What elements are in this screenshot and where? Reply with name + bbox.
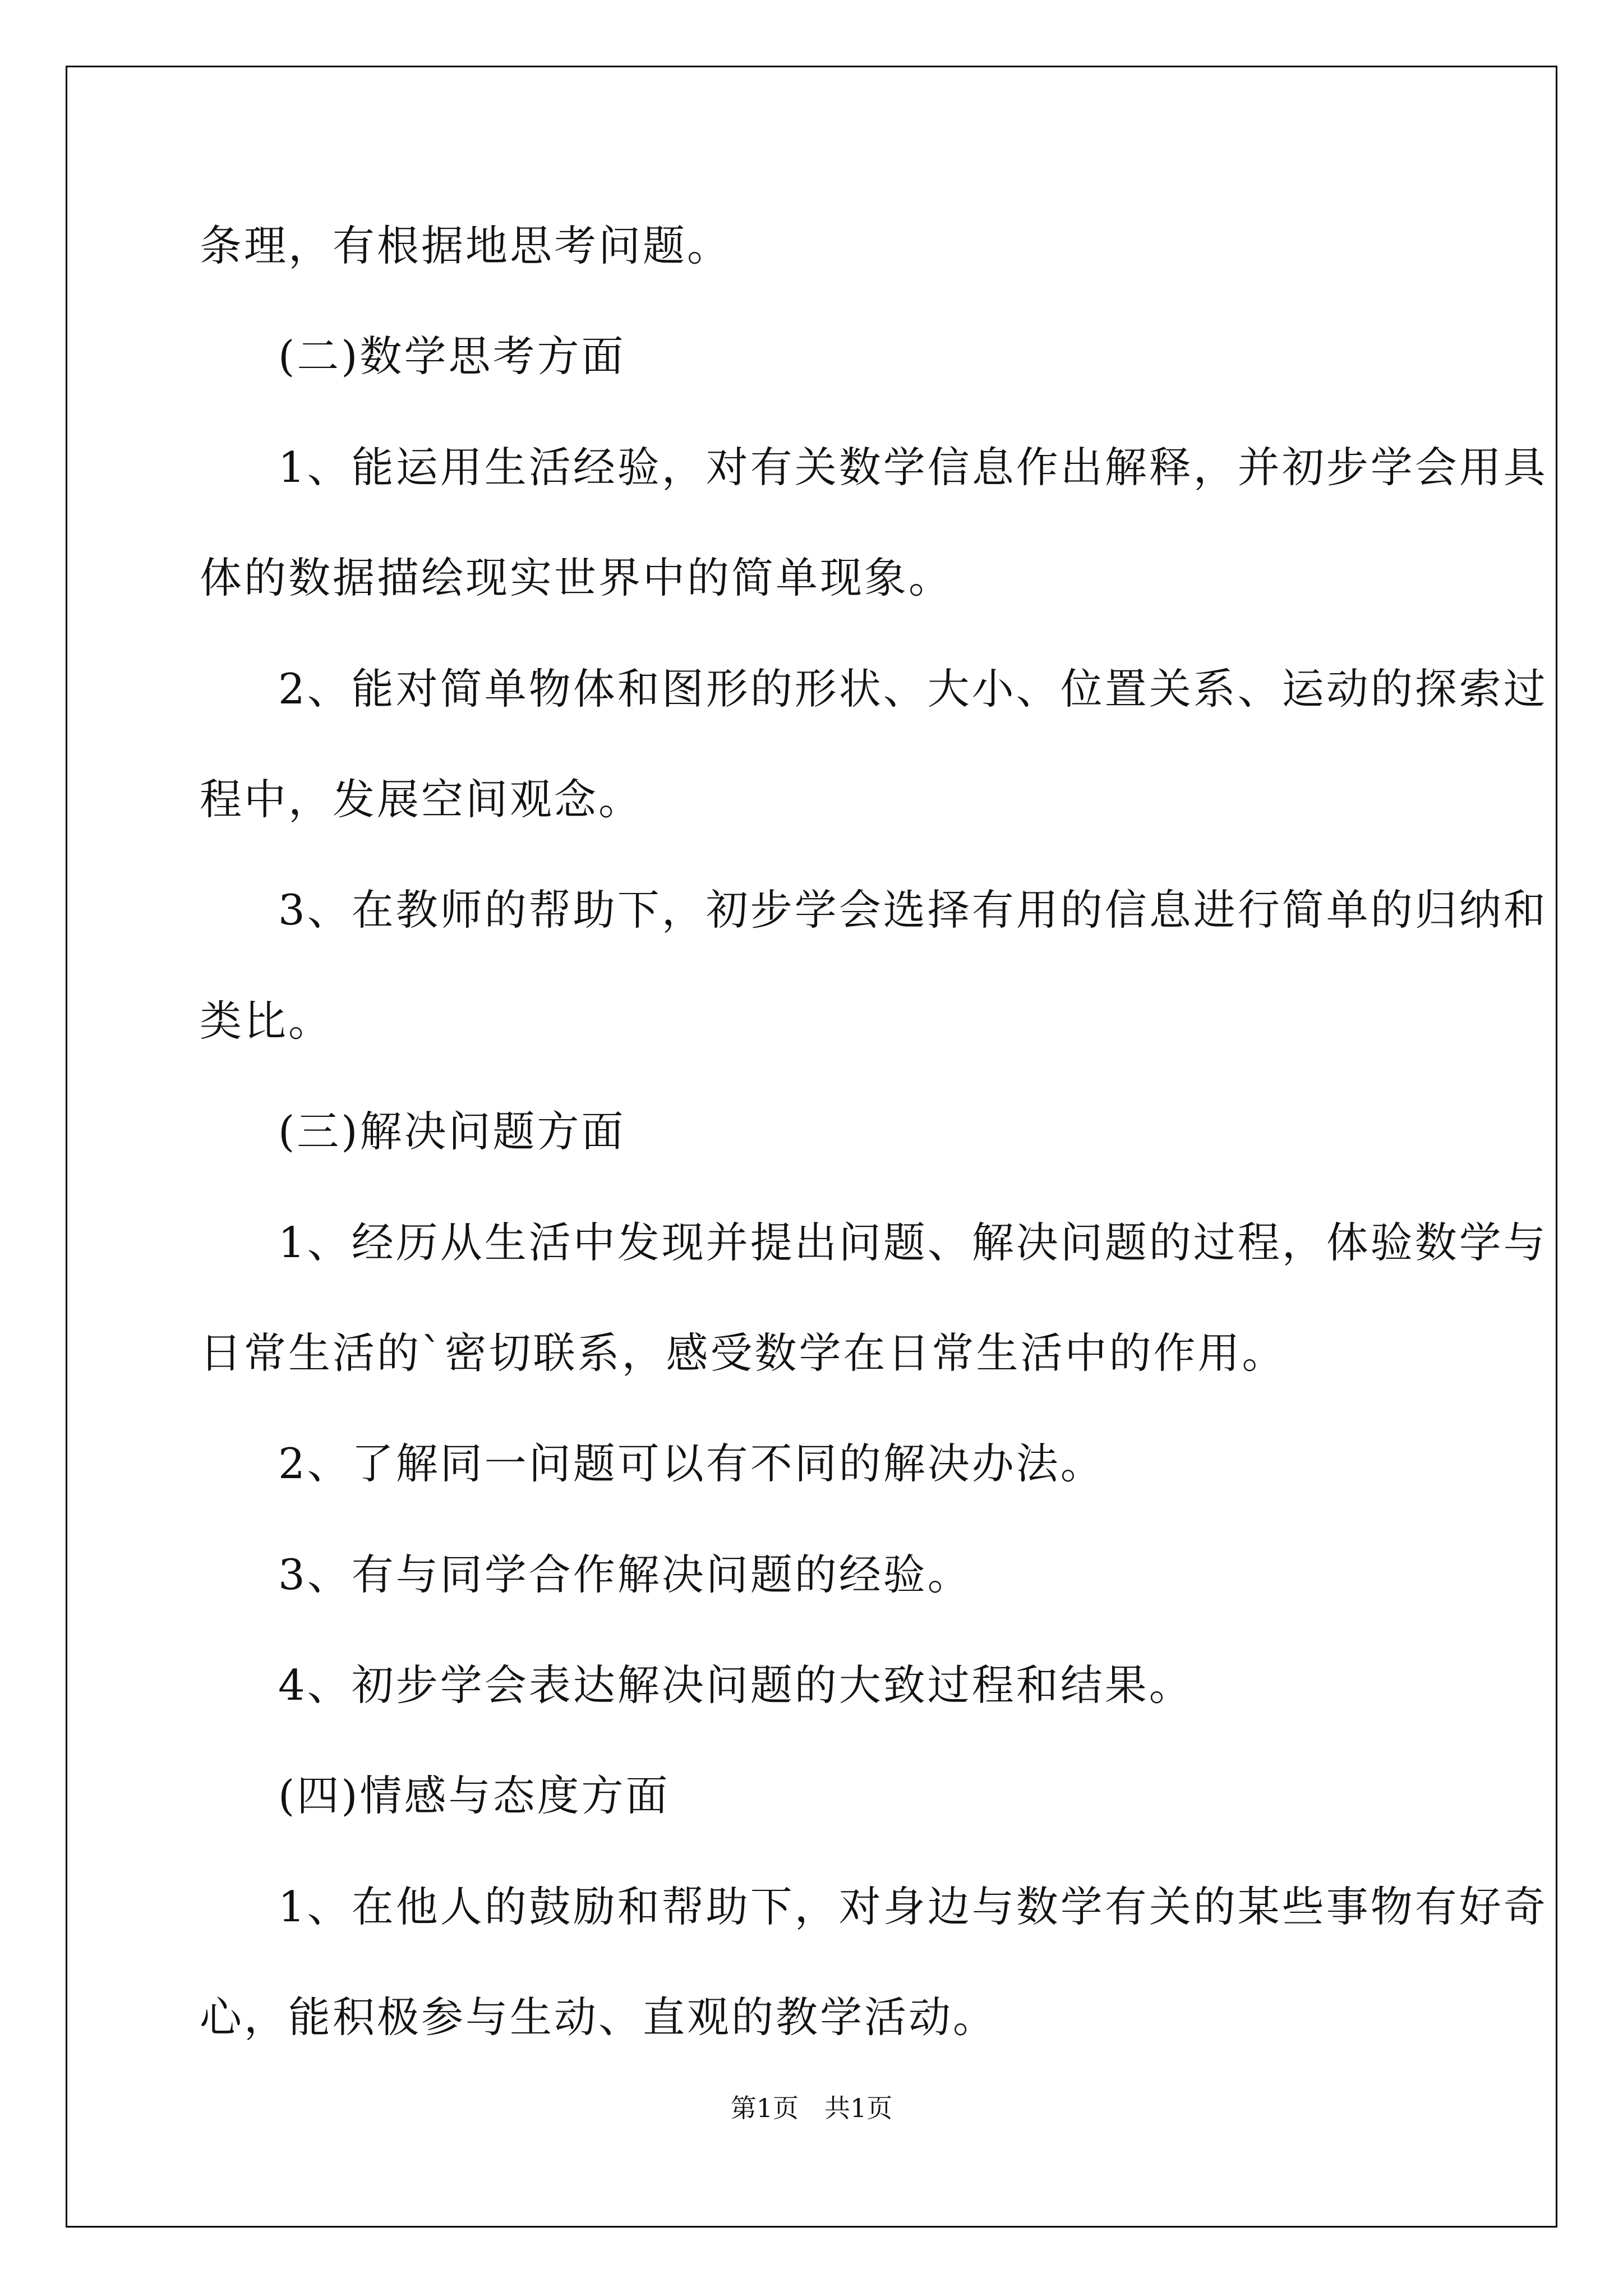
page-number-footer: 第1页 共1页	[730, 2093, 893, 2123]
text-line: 心，能积极参与生动、直观的教学活动。	[200, 1993, 998, 2042]
text-line: 条理，有根据地思考问题。	[200, 221, 732, 270]
text-line: 1、能运用生活经验，对有关数学信息作出解释，并初步学会用具	[278, 443, 1548, 492]
text-line: 1、经历从生活中发现并提出问题、解决问题的过程，体验数学与	[278, 1218, 1548, 1267]
section-heading: (二)数学思考方面	[278, 332, 626, 381]
text-line: 程中，发展空间观念。	[200, 775, 643, 824]
text-line: 类比。	[200, 996, 333, 1046]
text-line: 日常生活的`密切联系，感受数学在日常生活中的作用。	[200, 1328, 1287, 1378]
text-line: 2、了解同一问题可以有不同的解决办法。	[278, 1439, 1105, 1488]
section-heading: (四)情感与态度方面	[278, 1771, 670, 1820]
text-line: 体的数据描绘现实世界中的简单现象。	[200, 553, 953, 602]
section-heading: (三)解决问题方面	[278, 1107, 626, 1156]
text-line: 1、在他人的鼓励和帮助下，对身边与数学有关的某些事物有好奇	[278, 1882, 1548, 1931]
text-line: 3、在教师的帮助下，初步学会选择有用的信息进行简单的归纳和	[278, 885, 1548, 935]
text-line: 4、初步学会表达解决问题的大致过程和结果。	[278, 1660, 1193, 1710]
text-line: 3、有与同学合作解决问题的经验。	[278, 1550, 972, 1599]
text-line: 2、能对简单物体和图形的形状、大小、位置关系、运动的探索过	[278, 664, 1548, 714]
